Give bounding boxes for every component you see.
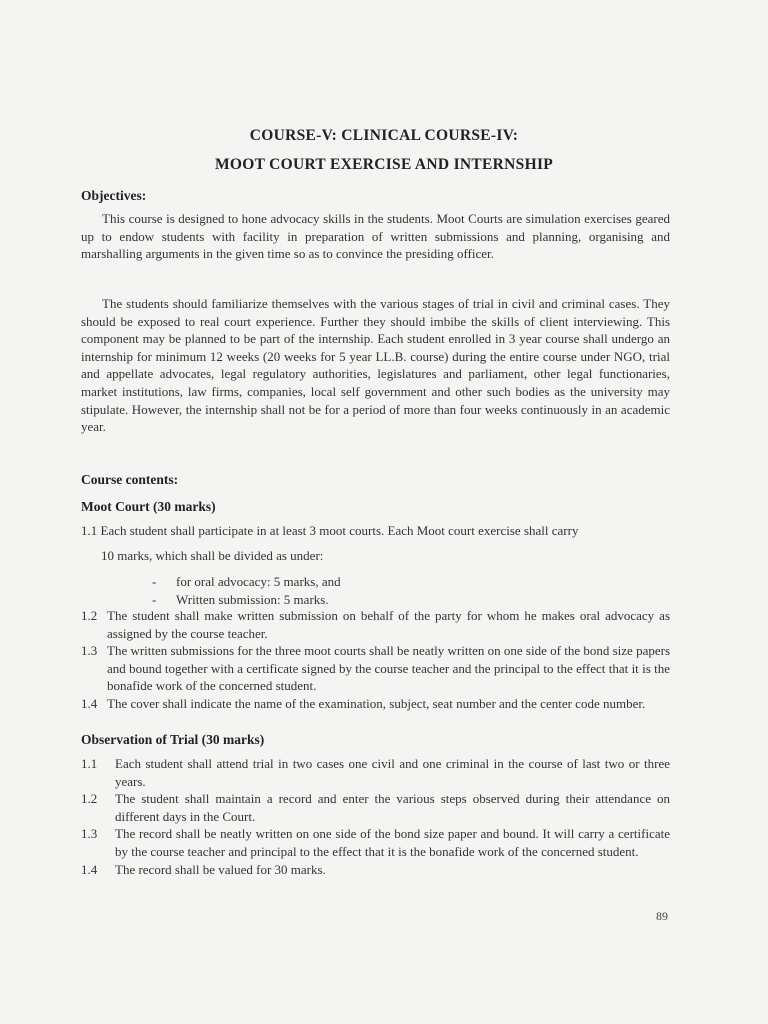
list-item: [152, 591, 341, 609]
item-text: Each student shall attend trial in two cases one civil and one criminal in the course of last two or three years.: [115, 756, 670, 789]
list-item: [81, 861, 670, 879]
list-item: [81, 790, 670, 825]
objectives-paragraph-2: The students should familiarize themselves with the various stages of trial in civil and criminal cases. They should be exposed to real court experience. Further they should imbibe the skills of client interviewing. This component may be planned to be part of the internship. Each student enrolled in 3 year course shall undergo an internship for minimum 12 weeks (20 weeks for 5 year LL.B. course) during the entire course under NGO, trial and appellate advocates, legal regulatory authorities, legislatures and parliament, other legal functionaries, market institutions, law firms, companies, local self government and other such bodies as the university may stipulate. However, the internship shall not be for a period of more than four weeks continuously in an academic year.: [81, 296, 670, 435]
list-item: [81, 755, 670, 790]
item-number: 1.2: [81, 791, 98, 807]
item-text: The written submissions for the three moot courts shall be neatly written on one side of the bond size papers and bound together with a certificate signed by the course teacher and the principal to the effect that it is the bonafide work of the concerned student.: [107, 643, 670, 694]
course-contents-heading: Course contents:: [81, 472, 179, 487]
trial-heading: Observation of Trial (30 marks): [81, 732, 265, 747]
moot-item-1-1-line2: 10 marks, which shall be divided as under:: [101, 548, 324, 563]
dash-marker: -: [152, 574, 157, 589]
item-text: The cover shall indicate the name of the examination, subject, seat number and the center code number.: [107, 695, 646, 711]
list-item-text: for oral advocacy: 5 marks, and: [176, 574, 341, 589]
list-item: [81, 825, 670, 860]
item-number: 1.3: [81, 826, 98, 842]
item-text: The record shall be neatly written on one side of the bond size paper and bound. It will carry a certificate by the course teacher and principal to the effect that it is the bonafide work of the concerned student.: [115, 826, 670, 859]
item-text: The record shall be valued for 30 marks.: [115, 861, 326, 877]
dash-marker: -: [152, 591, 157, 607]
item-number: 1.4: [81, 695, 98, 711]
list-item: [152, 573, 341, 591]
list-item: [81, 695, 670, 713]
item-number: 1.4: [81, 861, 98, 877]
list-item: [81, 642, 670, 695]
objectives-heading: Objectives:: [81, 188, 147, 203]
course-subtitle: MOOT COURT EXERCISE AND INTERNSHIP: [214, 156, 554, 173]
item-text: The student shall maintain a record and enter the various steps observed during their attendance on different days in the Court.: [115, 791, 670, 824]
moot-court-list: [81, 607, 670, 713]
item-text: The student shall make written submission on behalf of the party for whom he makes oral advocacy as assigned by the course teacher.: [107, 608, 670, 641]
trial-list: [81, 755, 670, 878]
moot-court-heading: Moot Court (30 marks): [81, 499, 216, 514]
moot-marks-breakdown: [152, 573, 341, 608]
page-number: 89: [656, 909, 668, 923]
list-item-text: Written submission: 5 marks.: [176, 591, 329, 607]
moot-item-1-1-line1: 1.1 Each student shall participate in at least 3 moot courts. Each Moot court exercise shall carry: [81, 523, 579, 538]
objectives-paragraph-1: This course is designed to hone advocacy skills in the students. Moot Courts are simulation exercises geared up to endow students with facility in preparation of written submissions and planning, organising and marshalling arguments in the given time so as to convince the presiding officer.: [81, 211, 670, 262]
item-number: 1.1: [81, 756, 98, 771]
item-number: 1.3: [81, 643, 98, 659]
list-item: [81, 607, 670, 642]
course-title: COURSE-V: CLINICAL COURSE-IV:: [249, 127, 519, 144]
item-number: 1.2: [81, 608, 98, 623]
